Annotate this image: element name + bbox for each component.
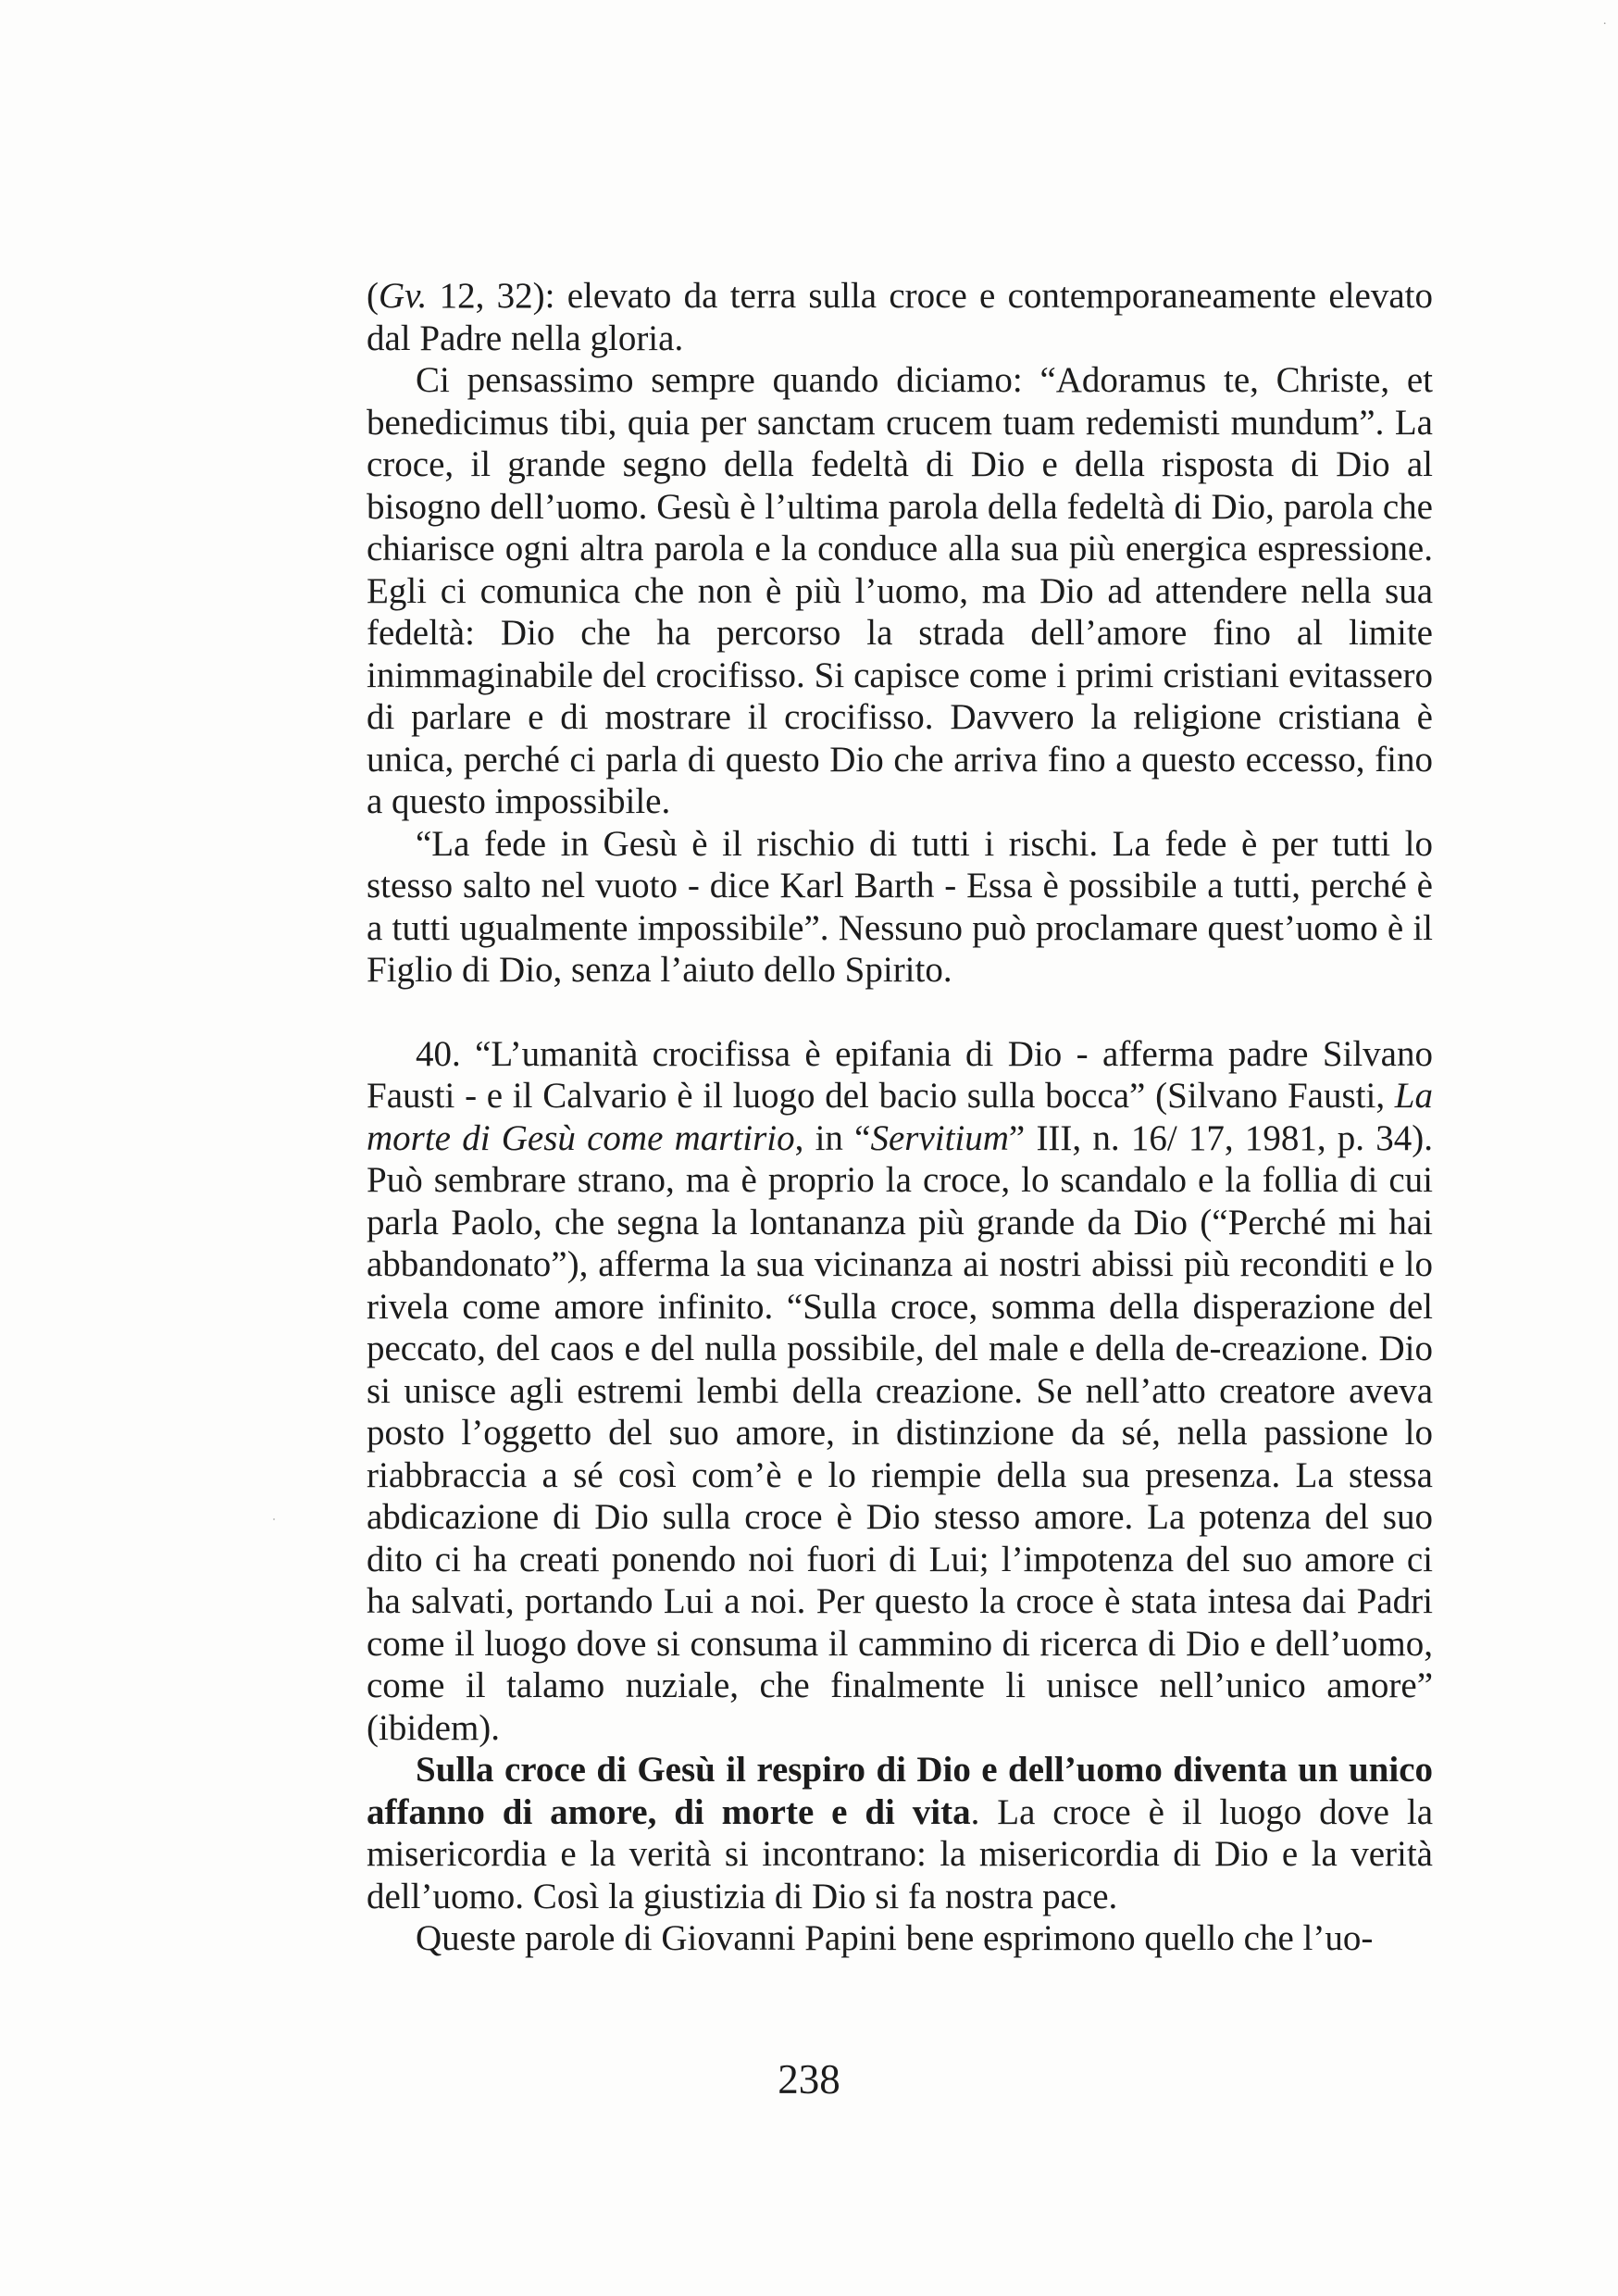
body-text <box>367 275 1433 1960</box>
paragraph-40-part-2: , in “ <box>794 1117 871 1158</box>
ref-open: ( <box>367 276 379 316</box>
paragraph-5-text: . La croce è il luogo dove la misericordia e la verità si incontrano: la misericordia di Dio e la verità dell’uomo. Così la giustizia di Dio si fa nostra pace. <box>367 1791 1434 1916</box>
gospel-reference: Gv. <box>379 276 428 316</box>
journal-title: Servitium <box>870 1117 1009 1158</box>
paragraph-3: “La fede in Gesù è il rischio di tutti i rischi. La fede è per tutti lo stesso salto nel vuoto - dice Karl Barth - Essa è possibile a tutti, perché è a tutti ugualmente impossibile”. Nessuno può proclamare quest’uomo è il Figlio di Dio, senza l’aiuto dello Spirito. <box>367 823 1433 990</box>
paragraph-40-part-3: ” III, n. 16/ 17, 1981, p. 34). Può sembrare strano, ma è proprio la croce, lo scandalo e la follia di cui parla Paolo, che segna la lontananza più grande da Dio (“Perché mi hai abbandonato”), afferma la sua vicinanza ai nostri abissi più reconditi e lo rivela come amore infinito. “Sulla croce, somma della disperazione del peccato, del caos e del nulla possibile, del male e della de-creazione. Dio si unisce agli estremi lembi della creazione. Se nell’atto creatore aveva posto l’oggetto del suo amore, in distinzione da sé, nella passione lo riabbraccia a sé così com’è e lo riempie della sua presenza. La stessa abdicazione di Dio sulla croce è Dio stesso amore. La potenza del suo dito ci ha creati ponendo noi fuori di Lui; l’impotenza del suo amore ci ha salvati, portando Lui a noi. Per questo la croce è stata intesa dai Padri come il luogo dove si consuma il cammino di ricerca di Dio e dell’uomo, come il talamo nuziale, che finalmente li unisce nell’unico amore” (ibidem). <box>367 1117 1433 1748</box>
scan-speck <box>273 1518 275 1520</box>
paragraph-5 <box>367 1749 1433 1917</box>
paragraph-2: Ci pensassimo sempre quando diciamo: “Adoramus te, Christe, et benedicimus tibi, quia per sanctam crucem tuam redemisti mundum”. La croce, il grande segno della fedeltà di Dio e della risposta di Dio al bisogno dell’uomo. Gesù è l’ultima parola della fedeltà di Dio, parola che chiarisce ogni altra parola e la conduce alla sua più energica espressione. Egli ci comunica che non è più l’uomo, ma Dio ad attendere nella sua fedeltà: Dio che ha percorso la strada dell’amore fino al limite inimmaginabile del crocifisso. Si capisce come i primi cristiani evitassero di parlare e di mostrare il crocifisso. Davvero la religione cristiana è unica, perché ci parla di questo Dio che arriva fino a questo eccesso, fino a questo impossibile. <box>367 360 1433 821</box>
bold-statement: Sulla croce di Gesù il respiro di Dio e dell’uomo diventa un unico affanno di amore, di morte e di vita <box>367 1750 1433 1832</box>
paragraph-40 <box>367 1033 1433 1750</box>
paragraph-40-part-1: 40. “L’umanità crocifissa è epifania di Dio - afferma padre Silvano Fausti - e il Calvario è il luogo del bacio sulla bocca” (Silvano Fausti, <box>367 1033 1433 1116</box>
paragraph-1 <box>367 275 1433 359</box>
page-number: 238 <box>778 2056 840 2103</box>
paragraph-6: Queste parole di Giovanni Papini bene esprimono quello che l’uo- <box>416 1918 1374 1958</box>
paragraph-1-text: 12, 32): elevato da terra sulla croce e contemporaneamente elevato dal Padre nella gloria. <box>367 276 1433 358</box>
corner-scan-mark: ⠀· <box>1593 18 1607 31</box>
book-title: La morte di Gesù come martirio <box>367 1076 1433 1158</box>
